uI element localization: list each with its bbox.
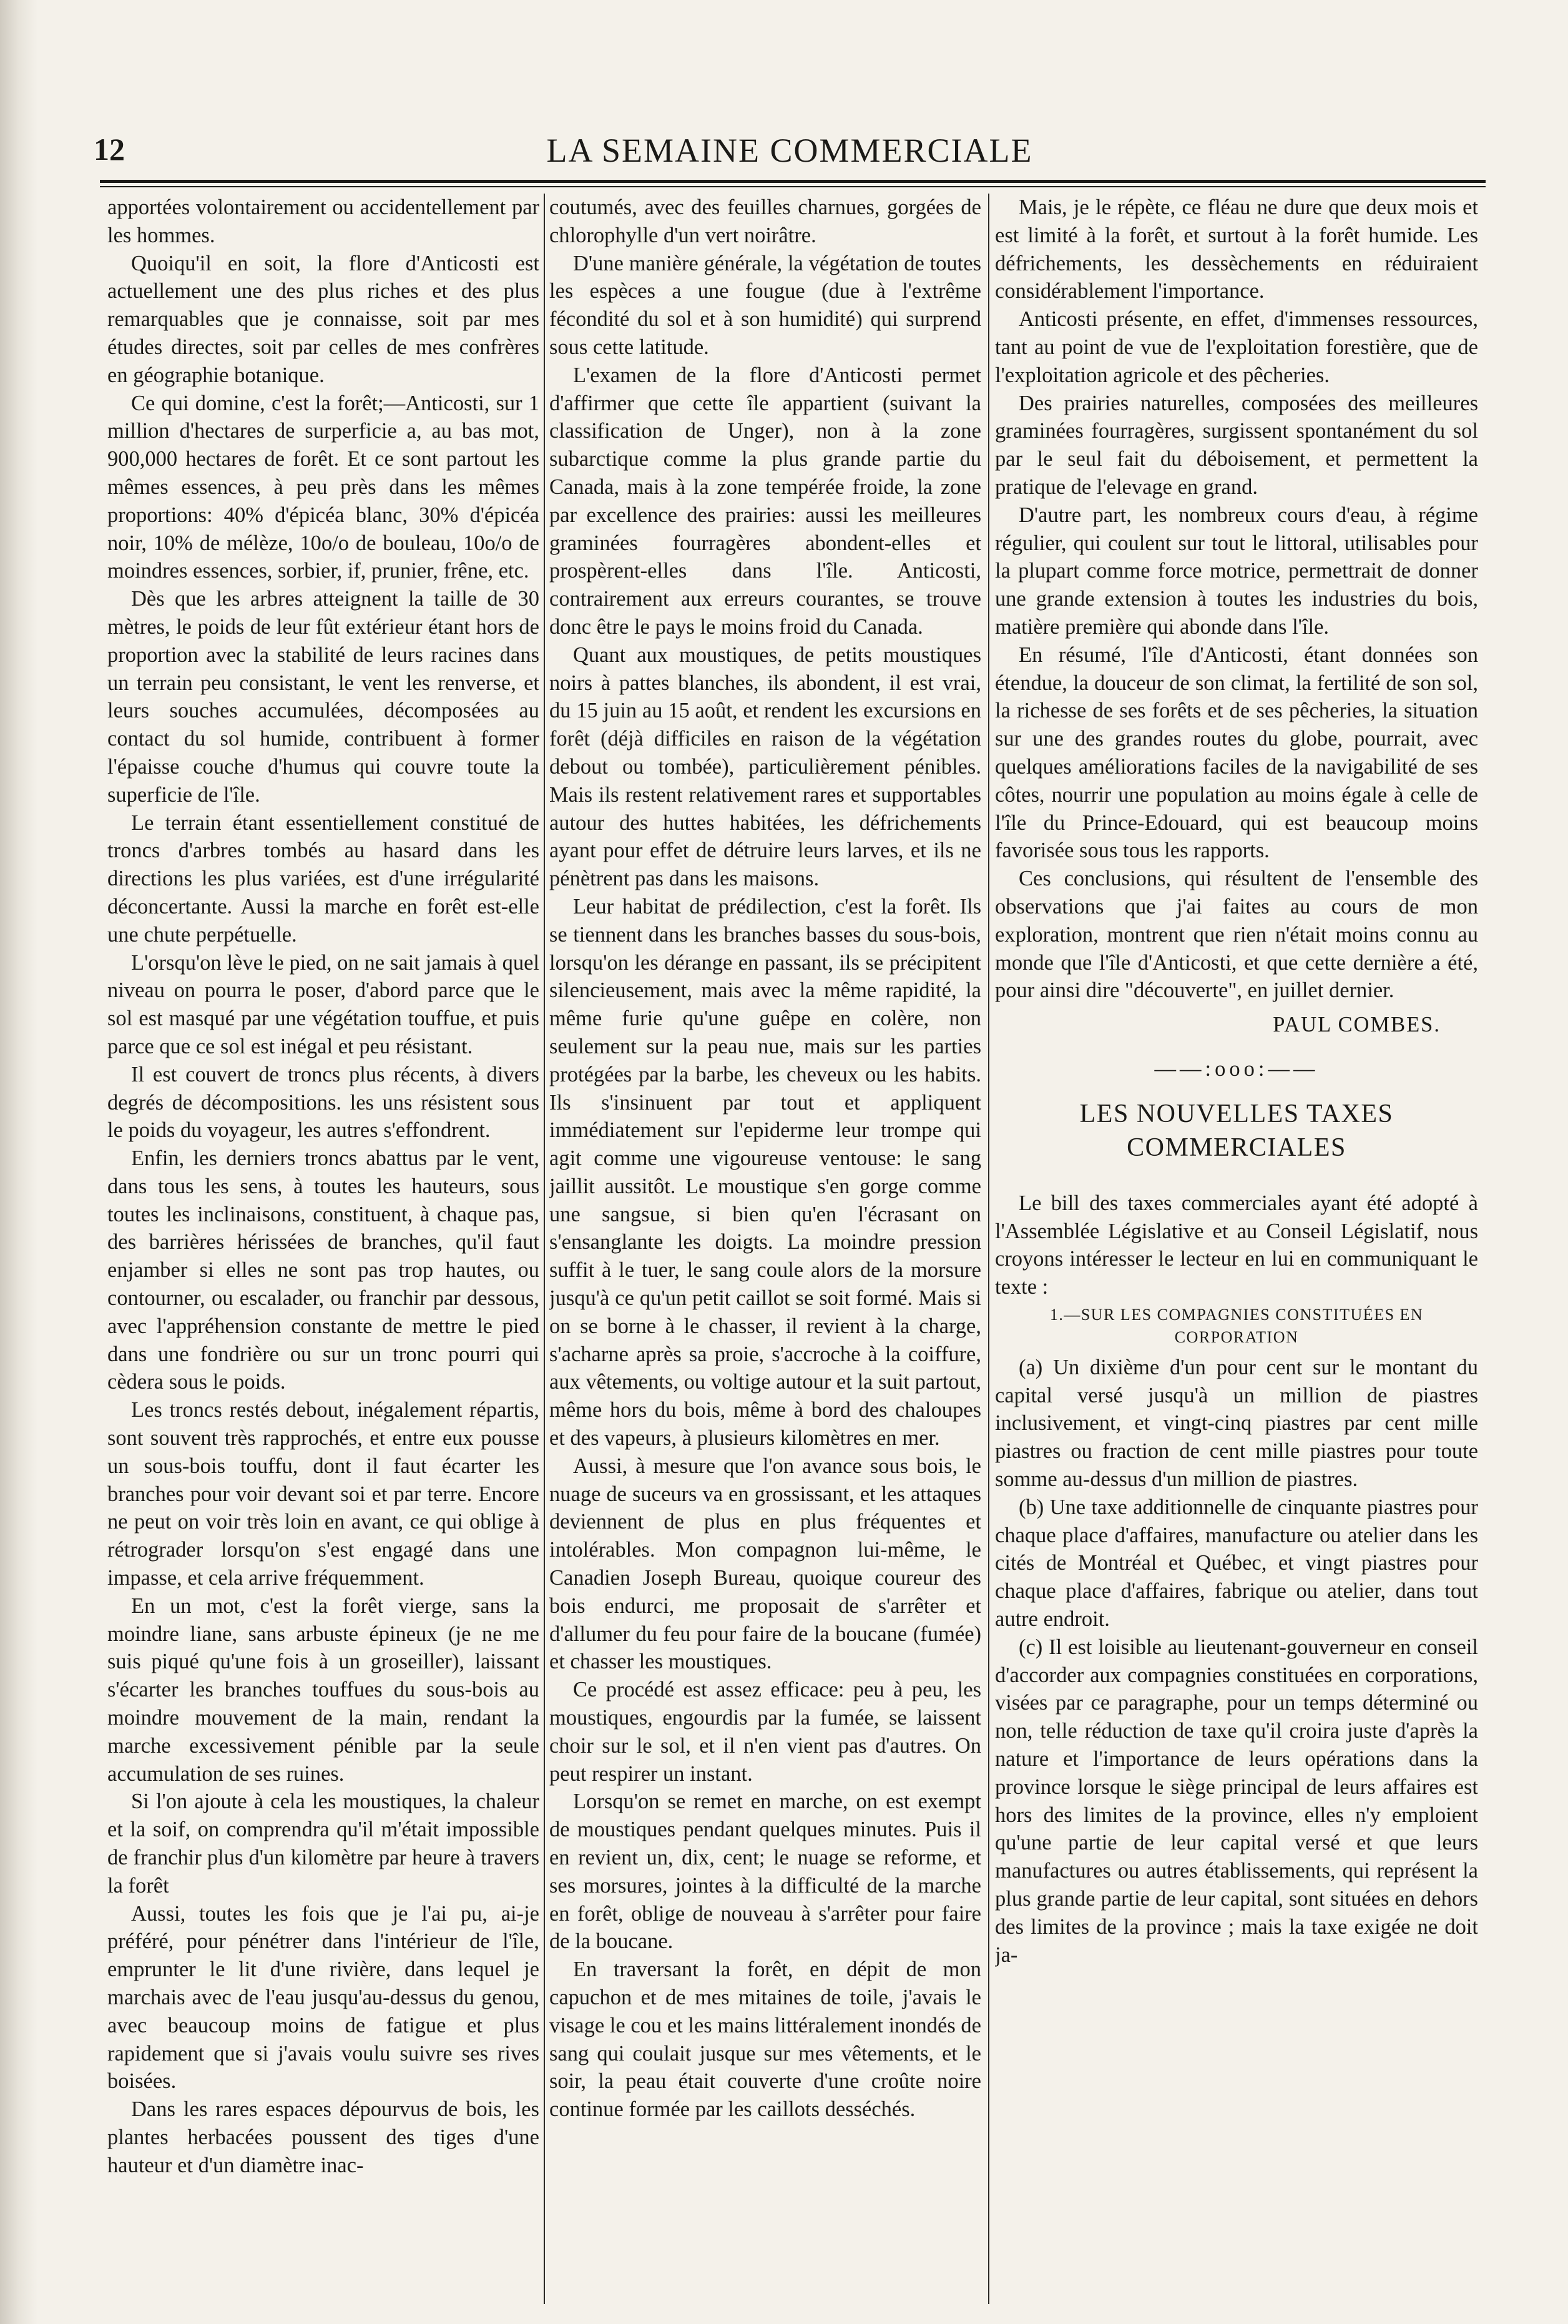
- paragraph: Des prairies naturelles, composées des meilleures graminées fourragères, surgissent spontanément du sol par le seul fait du déboisement, et permettent la pratique de l'elevage en grand.: [995, 391, 1478, 499]
- paragraph: Ce procédé est assez efficace: peu à peu, les moustiques, engourdis par la fumée, se laissent choir sur le sol, et il n'en vient pas d'autres. On peut respirer un instant.: [549, 1678, 981, 1786]
- paragraph: apportées volontairement ou accidentellement par les hommes.: [107, 195, 539, 247]
- paragraph: Ces conclusions, qui résultent de l'ensemble des observations que j'ai faites au cours de mon exploration, montrent que rien n'était moins connu au monde que l'île d'Anticosti, et que cette dernière a été, pour ainsi dire "découverte", en juillet dernier.: [995, 867, 1478, 1003]
- paragraph: Il est couvert de troncs plus récents, à divers degrés de décompositions. les uns résistent sous le poids du voyageur, les autres s'effondrent.: [107, 1062, 539, 1143]
- paragraph: coutumés, avec des feuilles charnues, gorgées de chlorophylle d'un vert noirâtre.: [549, 195, 981, 247]
- paragraph: Aussi, à mesure que l'on avance sous bois, le nuage de suceurs va en grossissant, et les attaques deviennent de plus en plus fréquentes et intolérables. Mon compagnon lui-même, le Canadien Joseph Bureau, quoique coureur des bois endurci, me proposait de s'arrêter et d'allumer du feu pour faire de la boucane (fumée) et chasser les moustiques.: [549, 1454, 981, 1674]
- journal-title: LA SEMAINE COMMERCIALE: [546, 132, 1033, 169]
- paragraph: Dans les rares espaces dépourvus de bois, les plantes herbacées poussent des tiges d'une hauteur et d'un diamètre inac-: [107, 2097, 539, 2177]
- page-number: 12: [94, 132, 125, 167]
- header-rule-thin: [100, 186, 1486, 187]
- paragraph: L'orsqu'on lève le pied, on ne sait jamais à quel niveau on pourra le poser, d'abord parce que le sol est masqué par une végétation touffue, et puis parce que ce sol est inégal et peu résistant.: [107, 950, 539, 1058]
- paragraph: Enfin, les derniers troncs abattus par le vent, dans tous les sens, à toutes les hauteurs, sous toutes les inclinaisons, constituent, à chaque pas, des barrières hérissées de branches, qu'il faut enjamber si elles ne sont pas trop hautes, ou contourner, ou escalader, ou franchir par dessous, avec l'appréhension constante de mettre le pied dans une fondrière ou sur un tronc pourri qui cèdera sous le poids.: [107, 1146, 539, 1394]
- page-header: [94, 125, 1486, 175]
- article-title: LES NOUVELLES TAXES COMMERCIALES: [1079, 1099, 1394, 1162]
- paragraph: Mais, je le répète, ce fléau ne dure que deux mois et est limité à la forêt, et surtout à la forêt humide. Les défrichements, les dessèchements en réduiraient considérablement l'importance.: [995, 195, 1478, 303]
- paragraph: L'examen de la flore d'Anticosti permet d'affirmer que cette île appartient (suivant la classification de Unger), non à la zone subarctique comme la plus grande partie du Canada, mais à la zone tempérée froide, la zone par excellence des prairies: aussi les meilleures graminées fourragères abondent-elles et prospèrent-elles dans l'île. Anticosti, contrairement aux erreurs courantes, se trouve donc être le pays le moins froid du Canada.: [549, 363, 981, 639]
- paragraph: Si l'on ajoute à cela les moustiques, la chaleur et la soif, on comprendra qu'il m'était impossible de franchir plus d'un kilomètre par heure à travers la forêt: [107, 1790, 539, 1898]
- section-heading: 1.—SUR LES COMPAGNIES CONSTITUÉES EN CORPORATION: [1049, 1305, 1424, 1346]
- header-rule-thick: [100, 180, 1486, 183]
- column-3: [995, 194, 1478, 2317]
- paragraph: Le bill des taxes commerciales ayant été adopté à l'Assemblée Législative et au Conseil Législatif, nous croyons intéresser le lecteur en lui en communiquant le texte :: [995, 1191, 1478, 1299]
- column-2: [549, 194, 981, 2317]
- paragraph: Anticosti présente, en effet, d'immenses ressources, tant au point de vue de l'exploitation forestière, que de l'exploitation agricole et des pêcheries.: [995, 307, 1478, 387]
- paragraph: (b) Une taxe additionnelle de cinquante piastres pour chaque place d'affaires, manufacture ou atelier dans les cités de Montréal et Québec, et vingt piastres pour chaque place d'affaires, fabrique ou atelier, dans tout autre endroit.: [995, 1495, 1478, 1632]
- paragraph: Leur habitat de prédilection, c'est la forêt. Ils se tiennent dans les branches basses du sous-bois, lorsqu'on les dérange en passant, ils se précipitent silencieusement, mais avec la même rapidité, la même furie qu'une guêpe en colère, non seulement sur la peau nue, mais sur les parties protégées par la barbe, les cheveux ou les habits. Ils s'insinuent par tout et appliquent immédiatement sur l'epiderme leur trompe qui agit comme une vigoureuse ventouse: le sang jaillit aussitôt. Le moustique s'en gorge comme une sangsue, si bien qu'en l'écrasant on s'ensanglante les doigts. La moindre pression suffit à le tuer, le sang coule alors de la morsure jusqu'à ce qu'un petit caillot se soit formé. Mais si on se borne à le chasser, il revient à la charge, s'acharne après sa proie, s'accroche à la coiffure, aux vêtements, ou voltige autour et la suit partout, même hors du bois, même à bord des chaloupes et des vapeurs, à plusieurs kilomètres en mer.: [549, 894, 981, 1450]
- paragraph: Aussi, toutes les fois que je l'ai pu, ai-je préféré, pour pénétrer dans l'intérieur de l'île, emprunter le lit d'une rivière, dans lequel je marchais avec de l'eau jusqu'au-dessus du genou, avec beaucoup moins de fatigue et plus rapidement que si j'avais voulu suivre ses rives boisées.: [107, 1901, 539, 2094]
- page-binding-edge: [0, 0, 37, 2324]
- column-divider: [988, 194, 989, 2304]
- paragraph: En traversant la forêt, en dépit de mon capuchon et de mes mitaines de toile, j'avais le visage le cou et les mains littéralement inondés de sang qui coulait jusque sur mes vêtements, et le soir, la peau était couverte d'une croûte noire continue formée par les caillots desséchés.: [549, 1957, 981, 2122]
- paragraph: En un mot, c'est la forêt vierge, sans la moindre liane, sans arbuste épineux (je ne me suis piqué qu'une fois à un groseiller), laissant s'écarter les branches touffues du sous-bois au moindre mouvement de la main, rendant la marche excessivement pénible par la seule accumulation de ses ruines.: [107, 1593, 539, 1786]
- author-signature: PAUL COMBES.: [1273, 1013, 1441, 1037]
- paragraph: Lorsqu'on se remet en marche, on est exempt de moustiques pendant quelques minutes. Puis il en revient un, dix, cent; le nuage se reforme, et ses morsures, jointes à la difficulté de la marche en forêt, oblige de nouveau à s'arrêter pour faire de la boucane.: [549, 1790, 981, 1954]
- paragraph: Quoiqu'il en soit, la flore d'Anticosti est actuellement une des plus riches et des plus remarquables que je connaisse, soit par mes études directes, soit par celles de mes confrères en géographie botanique.: [107, 251, 539, 387]
- paragraph: D'autre part, les nombreux cours d'eau, à régime régulier, qui coulent sur tout le littoral, utilisables pour la plupart comme force motrice, permettrait de donner une grande extension à toutes les industries du bois, matière première qui abonde dans l'île.: [995, 503, 1478, 639]
- paragraph: Quant aux moustiques, de petits moustiques noirs à pattes blanches, ils abondent, il est vrai, du 15 juin au 15 août, et rendent les excursions en forêt (déjà difficiles en raison de la végétation debout ou tombée), particulièrement pénibles. Mais ils restent relativement rares et supportables autour des huttes habitées, les défrichements ayant pour effet de détruire leurs larves, et ils ne pénètrent pas dans les maisons.: [549, 643, 981, 891]
- paragraph: Ce qui domine, c'est la forêt;—Anticosti, sur 1 million d'hectares de surperficie a, au bas mot, 900,000 hectares de forêt. Et ce sont partout les mêmes essences, à peu près dans les mêmes proportions: 40% d'épicéa blanc, 30% d'épicéa noir, 10% de mélèze, 10o/o de bouleau, 10o/o de moindres essences, sorbier, if, prunier, frêne, etc.: [107, 391, 539, 583]
- paragraph: En résumé, l'île d'Anticosti, étant données son étendue, la douceur de son climat, la fertilité de son sol, la richesse de ses forêts et de ses pêcheries, la situation sur une des grandes routes du globe, pourrait, avec quelques améliorations faciles de la navigabilité de ses côtes, nourrir une population au moins égale à celle de l'île du Prince-Edouard, qui est beaucoup moins favorisée sous tous les rapports.: [995, 643, 1478, 863]
- article-separator: ——:ooo:——: [1154, 1056, 1319, 1081]
- paragraph: D'une manière générale, la végétation de toutes les espèces a une fougue (due à l'extrême fécondité du sol et à son humidité) qui surprend sous cette latitude.: [549, 251, 981, 359]
- paragraph: (a) Un dixième d'un pour cent sur le montant du capital versé jusqu'à un million de piastres inclusivement, et vingt-cinq piastres par cent mille piastres ou fraction de cent mille piastres pour toute somme au-dessus d'un million de piastres.: [995, 1355, 1478, 1492]
- paragraph: (c) Il est loisible au lieutenant-gouverneur en conseil d'accorder aux compagnies constituées en corporations, visées par ce paragraphe, pour un temps déterminé ou non, telle réduction de taxe qu'il croira juste d'après la nature et l'importance de leurs opérations dans la province lorsque le siège principal de leurs affaires est hors des limites de la province, elles n'y emploient qu'une partie de leur capital versé et que leurs manufactures ou autres établissements, qui représent la plus grande partie de leur capital, sont situées en dehors des limites de la province ; mais la taxe exigée ne doit ja-: [995, 1635, 1478, 1967]
- paragraph: Les troncs restés debout, inégalement répartis, sont souvent très rapprochés, et entre eux pousse un sous-bois touffu, dont il faut écarter les branches pour voir devant soi et par terre. Encore ne peut on voir très loin en avant, ce qui oblige à rétrograder lorsqu'on s'est engagé dans une impasse, et cela arrive fréquemment.: [107, 1398, 539, 1590]
- paragraph: Le terrain étant essentiellement constitué de troncs d'arbres tombés au hasard dans les directions les plus variées, est d'une irrégularité déconcertante. Aussi la marche en forêt est-elle une chute perpétuelle.: [107, 810, 539, 947]
- column-1: [107, 194, 539, 2317]
- paragraph: Dès que les arbres atteignent la taille de 30 mètres, le poids de leur fût extérieur étant hors de proportion avec la stabilité de leurs racines dans un terrain peu consistant, le vent les renverse, et leurs souches accumulées, décomposées au contact du sol humide, contribuent à former l'épaisse couche d'humus qui couvre toute la superficie de l'île.: [107, 587, 539, 807]
- column-divider: [544, 194, 545, 2304]
